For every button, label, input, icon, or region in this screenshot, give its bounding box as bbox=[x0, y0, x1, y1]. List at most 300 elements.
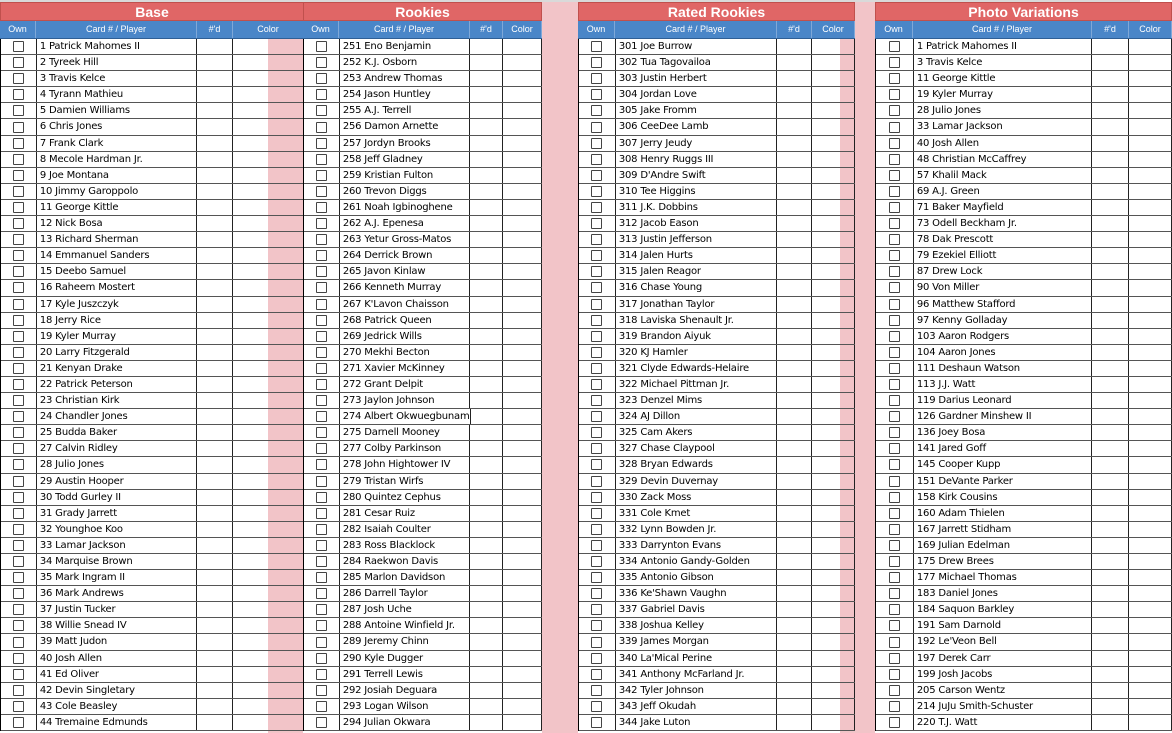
numbered-cell[interactable] bbox=[777, 264, 812, 279]
numbered-cell[interactable] bbox=[1092, 184, 1129, 199]
numbered-cell[interactable] bbox=[470, 119, 503, 134]
own-checkbox[interactable] bbox=[591, 363, 602, 374]
color-cell[interactable] bbox=[1129, 441, 1172, 456]
numbered-cell[interactable] bbox=[470, 474, 503, 489]
numbered-cell[interactable] bbox=[470, 425, 503, 440]
numbered-cell[interactable] bbox=[470, 216, 503, 231]
own-checkbox[interactable] bbox=[591, 299, 602, 310]
color-cell[interactable] bbox=[233, 55, 304, 70]
own-checkbox[interactable] bbox=[316, 363, 327, 374]
numbered-cell[interactable] bbox=[1092, 409, 1129, 424]
numbered-cell[interactable] bbox=[197, 313, 233, 328]
color-cell[interactable] bbox=[812, 200, 855, 215]
numbered-cell[interactable] bbox=[1092, 119, 1129, 134]
numbered-cell[interactable] bbox=[470, 634, 503, 649]
color-cell[interactable] bbox=[503, 329, 542, 344]
own-checkbox[interactable] bbox=[591, 427, 602, 438]
numbered-cell[interactable] bbox=[197, 264, 233, 279]
own-checkbox[interactable] bbox=[591, 89, 602, 100]
own-checkbox[interactable] bbox=[591, 218, 602, 229]
color-cell[interactable] bbox=[812, 87, 855, 102]
own-checkbox[interactable] bbox=[889, 701, 900, 712]
numbered-cell[interactable] bbox=[1092, 232, 1129, 247]
own-checkbox[interactable] bbox=[316, 89, 327, 100]
numbered-cell[interactable] bbox=[1092, 699, 1129, 714]
color-cell[interactable] bbox=[233, 441, 304, 456]
color-cell[interactable] bbox=[1129, 200, 1172, 215]
numbered-cell[interactable] bbox=[777, 506, 812, 521]
own-checkbox[interactable] bbox=[316, 234, 327, 245]
numbered-cell[interactable] bbox=[470, 329, 503, 344]
color-cell[interactable] bbox=[503, 522, 542, 537]
numbered-cell[interactable] bbox=[197, 602, 233, 617]
numbered-cell[interactable] bbox=[777, 313, 812, 328]
own-checkbox[interactable] bbox=[889, 282, 900, 293]
color-cell[interactable] bbox=[503, 232, 542, 247]
color-cell[interactable] bbox=[812, 71, 855, 86]
color-cell[interactable] bbox=[812, 329, 855, 344]
color-cell[interactable] bbox=[812, 586, 855, 601]
own-checkbox[interactable] bbox=[889, 331, 900, 342]
color-cell[interactable] bbox=[233, 522, 304, 537]
numbered-cell[interactable] bbox=[470, 103, 503, 118]
own-checkbox[interactable] bbox=[591, 669, 602, 680]
own-checkbox[interactable] bbox=[889, 105, 900, 116]
own-checkbox[interactable] bbox=[591, 282, 602, 293]
numbered-cell[interactable] bbox=[470, 602, 503, 617]
own-checkbox[interactable] bbox=[591, 701, 602, 712]
numbered-cell[interactable] bbox=[470, 39, 503, 54]
numbered-cell[interactable] bbox=[777, 683, 812, 698]
color-cell[interactable] bbox=[503, 602, 542, 617]
numbered-cell[interactable] bbox=[1092, 264, 1129, 279]
color-cell[interactable] bbox=[233, 409, 304, 424]
color-cell[interactable] bbox=[1129, 152, 1172, 167]
own-checkbox[interactable] bbox=[591, 476, 602, 487]
own-checkbox[interactable] bbox=[316, 331, 327, 342]
color-cell[interactable] bbox=[812, 264, 855, 279]
numbered-cell[interactable] bbox=[470, 136, 503, 151]
color-cell[interactable] bbox=[233, 297, 304, 312]
own-checkbox[interactable] bbox=[889, 186, 900, 197]
color-cell[interactable] bbox=[1129, 377, 1172, 392]
numbered-cell[interactable] bbox=[1092, 634, 1129, 649]
own-checkbox[interactable] bbox=[316, 282, 327, 293]
color-cell[interactable] bbox=[503, 425, 542, 440]
color-cell[interactable] bbox=[233, 71, 304, 86]
numbered-cell[interactable] bbox=[1092, 377, 1129, 392]
own-checkbox[interactable] bbox=[591, 138, 602, 149]
color-cell[interactable] bbox=[1129, 538, 1172, 553]
own-checkbox[interactable] bbox=[591, 508, 602, 519]
numbered-cell[interactable] bbox=[197, 216, 233, 231]
own-checkbox[interactable] bbox=[316, 105, 327, 116]
color-cell[interactable] bbox=[233, 248, 304, 263]
own-checkbox[interactable] bbox=[13, 459, 24, 470]
numbered-cell[interactable] bbox=[197, 297, 233, 312]
color-cell[interactable] bbox=[503, 39, 542, 54]
color-cell[interactable] bbox=[1129, 71, 1172, 86]
numbered-cell[interactable] bbox=[470, 264, 503, 279]
color-cell[interactable] bbox=[503, 152, 542, 167]
own-checkbox[interactable] bbox=[889, 588, 900, 599]
own-checkbox[interactable] bbox=[889, 250, 900, 261]
numbered-cell[interactable] bbox=[470, 248, 503, 263]
color-cell[interactable] bbox=[233, 119, 304, 134]
own-checkbox[interactable] bbox=[13, 604, 24, 615]
color-cell[interactable] bbox=[503, 87, 542, 102]
own-checkbox[interactable] bbox=[316, 476, 327, 487]
color-cell[interactable] bbox=[503, 393, 542, 408]
color-cell[interactable] bbox=[233, 136, 304, 151]
color-cell[interactable] bbox=[503, 554, 542, 569]
own-checkbox[interactable] bbox=[13, 411, 24, 422]
numbered-cell[interactable] bbox=[777, 586, 812, 601]
color-cell[interactable] bbox=[812, 570, 855, 585]
own-checkbox[interactable] bbox=[889, 669, 900, 680]
color-cell[interactable] bbox=[233, 184, 304, 199]
color-cell[interactable] bbox=[503, 457, 542, 472]
own-checkbox[interactable] bbox=[316, 701, 327, 712]
own-checkbox[interactable] bbox=[13, 154, 24, 165]
numbered-cell[interactable] bbox=[777, 634, 812, 649]
numbered-cell[interactable] bbox=[197, 634, 233, 649]
numbered-cell[interactable] bbox=[197, 570, 233, 585]
color-cell[interactable] bbox=[1129, 570, 1172, 585]
numbered-cell[interactable] bbox=[777, 699, 812, 714]
numbered-cell[interactable] bbox=[1092, 329, 1129, 344]
color-cell[interactable] bbox=[1129, 699, 1172, 714]
own-checkbox[interactable] bbox=[889, 73, 900, 84]
numbered-cell[interactable] bbox=[470, 393, 503, 408]
numbered-cell[interactable] bbox=[777, 152, 812, 167]
numbered-cell[interactable] bbox=[1092, 683, 1129, 698]
own-checkbox[interactable] bbox=[591, 379, 602, 390]
color-cell[interactable] bbox=[503, 570, 542, 585]
color-cell[interactable] bbox=[233, 667, 304, 682]
numbered-cell[interactable] bbox=[470, 71, 503, 86]
numbered-cell[interactable] bbox=[777, 55, 812, 70]
numbered-cell[interactable] bbox=[1092, 55, 1129, 70]
own-checkbox[interactable] bbox=[13, 476, 24, 487]
color-cell[interactable] bbox=[1129, 586, 1172, 601]
numbered-cell[interactable] bbox=[777, 200, 812, 215]
own-checkbox[interactable] bbox=[889, 379, 900, 390]
own-checkbox[interactable] bbox=[13, 250, 24, 261]
color-cell[interactable] bbox=[812, 313, 855, 328]
color-cell[interactable] bbox=[233, 506, 304, 521]
numbered-cell[interactable] bbox=[777, 474, 812, 489]
numbered-cell[interactable] bbox=[470, 618, 503, 633]
own-checkbox[interactable] bbox=[889, 524, 900, 535]
color-cell[interactable] bbox=[503, 634, 542, 649]
own-checkbox[interactable] bbox=[13, 685, 24, 696]
color-cell[interactable] bbox=[1129, 490, 1172, 505]
own-checkbox[interactable] bbox=[889, 202, 900, 213]
own-checkbox[interactable] bbox=[591, 492, 602, 503]
numbered-cell[interactable] bbox=[1092, 345, 1129, 360]
numbered-cell[interactable] bbox=[470, 55, 503, 70]
numbered-cell[interactable] bbox=[197, 699, 233, 714]
color-cell[interactable] bbox=[503, 55, 542, 70]
own-checkbox[interactable] bbox=[591, 524, 602, 535]
numbered-cell[interactable] bbox=[470, 490, 503, 505]
own-checkbox[interactable] bbox=[316, 411, 327, 422]
color-cell[interactable] bbox=[1129, 297, 1172, 312]
own-checkbox[interactable] bbox=[13, 202, 24, 213]
own-checkbox[interactable] bbox=[889, 476, 900, 487]
color-cell[interactable] bbox=[503, 313, 542, 328]
numbered-cell[interactable] bbox=[197, 119, 233, 134]
numbered-cell[interactable] bbox=[777, 329, 812, 344]
own-checkbox[interactable] bbox=[591, 315, 602, 326]
own-checkbox[interactable] bbox=[316, 637, 327, 648]
numbered-cell[interactable] bbox=[1092, 280, 1129, 295]
numbered-cell[interactable] bbox=[197, 425, 233, 440]
own-checkbox[interactable] bbox=[591, 347, 602, 358]
numbered-cell[interactable] bbox=[777, 522, 812, 537]
own-checkbox[interactable] bbox=[889, 620, 900, 631]
numbered-cell[interactable] bbox=[777, 232, 812, 247]
color-cell[interactable] bbox=[812, 651, 855, 666]
color-cell[interactable] bbox=[233, 651, 304, 666]
color-cell[interactable] bbox=[1129, 618, 1172, 633]
own-checkbox[interactable] bbox=[889, 218, 900, 229]
numbered-cell[interactable] bbox=[1092, 361, 1129, 376]
color-cell[interactable] bbox=[812, 377, 855, 392]
own-checkbox[interactable] bbox=[591, 540, 602, 551]
numbered-cell[interactable] bbox=[1092, 441, 1129, 456]
color-cell[interactable] bbox=[503, 715, 542, 730]
own-checkbox[interactable] bbox=[316, 443, 327, 454]
own-checkbox[interactable] bbox=[13, 347, 24, 358]
color-cell[interactable] bbox=[1129, 232, 1172, 247]
own-checkbox[interactable] bbox=[316, 427, 327, 438]
color-cell[interactable] bbox=[233, 618, 304, 633]
numbered-cell[interactable] bbox=[1092, 152, 1129, 167]
color-cell[interactable] bbox=[503, 377, 542, 392]
own-checkbox[interactable] bbox=[316, 266, 327, 277]
own-checkbox[interactable] bbox=[316, 604, 327, 615]
numbered-cell[interactable] bbox=[777, 667, 812, 682]
numbered-cell[interactable] bbox=[470, 313, 503, 328]
color-cell[interactable] bbox=[503, 441, 542, 456]
own-checkbox[interactable] bbox=[889, 363, 900, 374]
own-checkbox[interactable] bbox=[591, 620, 602, 631]
numbered-cell[interactable] bbox=[470, 522, 503, 537]
own-checkbox[interactable] bbox=[316, 41, 327, 52]
own-checkbox[interactable] bbox=[13, 588, 24, 599]
numbered-cell[interactable] bbox=[197, 39, 233, 54]
numbered-cell[interactable] bbox=[470, 361, 503, 376]
numbered-cell[interactable] bbox=[197, 168, 233, 183]
own-checkbox[interactable] bbox=[13, 637, 24, 648]
color-cell[interactable] bbox=[812, 136, 855, 151]
numbered-cell[interactable] bbox=[197, 377, 233, 392]
color-cell[interactable] bbox=[812, 618, 855, 633]
own-checkbox[interactable] bbox=[13, 379, 24, 390]
numbered-cell[interactable] bbox=[777, 618, 812, 633]
own-checkbox[interactable] bbox=[316, 669, 327, 680]
own-checkbox[interactable] bbox=[591, 41, 602, 52]
color-cell[interactable] bbox=[233, 602, 304, 617]
numbered-cell[interactable] bbox=[1092, 313, 1129, 328]
numbered-cell[interactable] bbox=[1092, 474, 1129, 489]
own-checkbox[interactable] bbox=[13, 73, 24, 84]
color-cell[interactable] bbox=[233, 570, 304, 585]
own-checkbox[interactable] bbox=[889, 540, 900, 551]
color-cell[interactable] bbox=[1129, 87, 1172, 102]
own-checkbox[interactable] bbox=[13, 492, 24, 503]
color-cell[interactable] bbox=[233, 200, 304, 215]
numbered-cell[interactable] bbox=[1092, 618, 1129, 633]
own-checkbox[interactable] bbox=[591, 411, 602, 422]
own-checkbox[interactable] bbox=[316, 315, 327, 326]
own-checkbox[interactable] bbox=[13, 282, 24, 293]
own-checkbox[interactable] bbox=[889, 154, 900, 165]
color-cell[interactable] bbox=[1129, 409, 1172, 424]
color-cell[interactable] bbox=[1129, 393, 1172, 408]
own-checkbox[interactable] bbox=[889, 299, 900, 310]
own-checkbox[interactable] bbox=[889, 459, 900, 470]
color-cell[interactable] bbox=[503, 248, 542, 263]
own-checkbox[interactable] bbox=[316, 250, 327, 261]
numbered-cell[interactable] bbox=[470, 184, 503, 199]
numbered-cell[interactable] bbox=[197, 136, 233, 151]
own-checkbox[interactable] bbox=[13, 443, 24, 454]
color-cell[interactable] bbox=[503, 667, 542, 682]
color-cell[interactable] bbox=[233, 39, 304, 54]
color-cell[interactable] bbox=[812, 441, 855, 456]
color-cell[interactable] bbox=[233, 345, 304, 360]
numbered-cell[interactable] bbox=[777, 602, 812, 617]
color-cell[interactable] bbox=[503, 506, 542, 521]
color-cell[interactable] bbox=[503, 184, 542, 199]
own-checkbox[interactable] bbox=[591, 234, 602, 245]
numbered-cell[interactable] bbox=[197, 474, 233, 489]
own-checkbox[interactable] bbox=[889, 653, 900, 664]
numbered-cell[interactable] bbox=[470, 345, 503, 360]
color-cell[interactable] bbox=[1129, 103, 1172, 118]
color-cell[interactable] bbox=[503, 409, 542, 424]
own-checkbox[interactable] bbox=[316, 459, 327, 470]
own-checkbox[interactable] bbox=[13, 363, 24, 374]
color-cell[interactable] bbox=[812, 39, 855, 54]
color-cell[interactable] bbox=[812, 457, 855, 472]
color-cell[interactable] bbox=[503, 345, 542, 360]
color-cell[interactable] bbox=[233, 457, 304, 472]
own-checkbox[interactable] bbox=[316, 588, 327, 599]
own-checkbox[interactable] bbox=[13, 524, 24, 535]
color-cell[interactable] bbox=[1129, 715, 1172, 730]
own-checkbox[interactable] bbox=[889, 427, 900, 438]
numbered-cell[interactable] bbox=[197, 715, 233, 730]
color-cell[interactable] bbox=[503, 297, 542, 312]
color-cell[interactable] bbox=[812, 280, 855, 295]
numbered-cell[interactable] bbox=[777, 425, 812, 440]
numbered-cell[interactable] bbox=[197, 457, 233, 472]
color-cell[interactable] bbox=[812, 554, 855, 569]
numbered-cell[interactable] bbox=[197, 280, 233, 295]
numbered-cell[interactable] bbox=[197, 361, 233, 376]
color-cell[interactable] bbox=[812, 297, 855, 312]
own-checkbox[interactable] bbox=[591, 122, 602, 133]
color-cell[interactable] bbox=[812, 232, 855, 247]
color-cell[interactable] bbox=[503, 699, 542, 714]
own-checkbox[interactable] bbox=[889, 556, 900, 567]
own-checkbox[interactable] bbox=[591, 105, 602, 116]
numbered-cell[interactable] bbox=[470, 538, 503, 553]
own-checkbox[interactable] bbox=[316, 299, 327, 310]
numbered-cell[interactable] bbox=[1092, 71, 1129, 86]
numbered-cell[interactable] bbox=[470, 715, 503, 730]
own-checkbox[interactable] bbox=[316, 347, 327, 358]
own-checkbox[interactable] bbox=[889, 89, 900, 100]
own-checkbox[interactable] bbox=[13, 170, 24, 181]
own-checkbox[interactable] bbox=[316, 556, 327, 567]
color-cell[interactable] bbox=[1129, 39, 1172, 54]
own-checkbox[interactable] bbox=[889, 395, 900, 406]
color-cell[interactable] bbox=[503, 216, 542, 231]
own-checkbox[interactable] bbox=[13, 122, 24, 133]
own-checkbox[interactable] bbox=[13, 57, 24, 68]
own-checkbox[interactable] bbox=[889, 508, 900, 519]
color-cell[interactable] bbox=[233, 683, 304, 698]
numbered-cell[interactable] bbox=[197, 87, 233, 102]
numbered-cell[interactable] bbox=[1092, 667, 1129, 682]
color-cell[interactable] bbox=[503, 168, 542, 183]
own-checkbox[interactable] bbox=[591, 331, 602, 342]
color-cell[interactable] bbox=[233, 280, 304, 295]
own-checkbox[interactable] bbox=[889, 347, 900, 358]
own-checkbox[interactable] bbox=[889, 138, 900, 149]
own-checkbox[interactable] bbox=[316, 57, 327, 68]
color-cell[interactable] bbox=[503, 280, 542, 295]
numbered-cell[interactable] bbox=[1092, 425, 1129, 440]
numbered-cell[interactable] bbox=[1092, 490, 1129, 505]
numbered-cell[interactable] bbox=[777, 715, 812, 730]
numbered-cell[interactable] bbox=[777, 361, 812, 376]
own-checkbox[interactable] bbox=[889, 315, 900, 326]
color-cell[interactable] bbox=[1129, 329, 1172, 344]
own-checkbox[interactable] bbox=[889, 637, 900, 648]
color-cell[interactable] bbox=[503, 103, 542, 118]
color-cell[interactable] bbox=[1129, 119, 1172, 134]
color-cell[interactable] bbox=[233, 103, 304, 118]
color-cell[interactable] bbox=[233, 490, 304, 505]
own-checkbox[interactable] bbox=[13, 556, 24, 567]
color-cell[interactable] bbox=[812, 506, 855, 521]
own-checkbox[interactable] bbox=[13, 395, 24, 406]
numbered-cell[interactable] bbox=[197, 248, 233, 263]
color-cell[interactable] bbox=[233, 393, 304, 408]
own-checkbox[interactable] bbox=[13, 315, 24, 326]
color-cell[interactable] bbox=[503, 586, 542, 601]
own-checkbox[interactable] bbox=[13, 653, 24, 664]
own-checkbox[interactable] bbox=[316, 540, 327, 551]
own-checkbox[interactable] bbox=[591, 653, 602, 664]
color-cell[interactable] bbox=[233, 425, 304, 440]
numbered-cell[interactable] bbox=[197, 490, 233, 505]
numbered-cell[interactable] bbox=[197, 538, 233, 553]
numbered-cell[interactable] bbox=[470, 651, 503, 666]
own-checkbox[interactable] bbox=[889, 234, 900, 245]
color-cell[interactable] bbox=[812, 103, 855, 118]
own-checkbox[interactable] bbox=[889, 572, 900, 583]
numbered-cell[interactable] bbox=[777, 216, 812, 231]
numbered-cell[interactable] bbox=[197, 184, 233, 199]
numbered-cell[interactable] bbox=[197, 71, 233, 86]
